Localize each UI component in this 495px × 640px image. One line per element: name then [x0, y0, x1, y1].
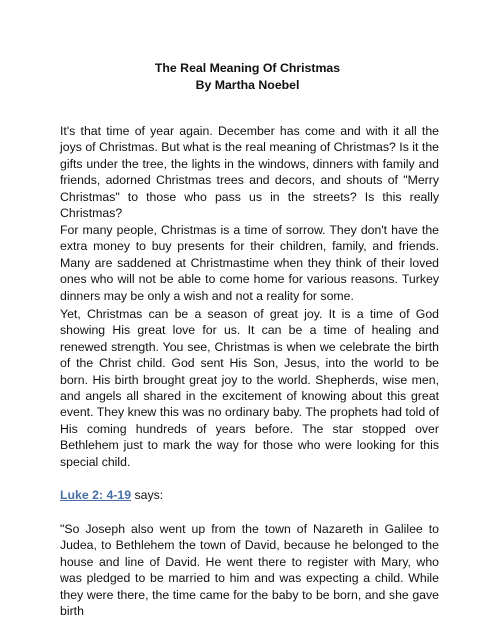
- scripture-reference-line: [60, 487, 163, 503]
- scripture-link[interactable]: Luke 2: 4-19: [60, 488, 132, 502]
- document-title: The Real Meaning Of Christmas: [154, 61, 341, 75]
- scripture-says: says:: [131, 488, 164, 502]
- scripture-quote: "So Joseph also went up from the town of Nazareth in Galilee to Judea, to Bethlehem the town of David, because he belonged to the house and line of David. He went there to register with Mary, who was pledged to be married to him and was expecting a child. While they were there, the time came for the baby to be born, and she gave birth: [60, 522, 439, 619]
- paragraph-intro: It's that time of year again. December has come and with it all the joys of Christmas. But what is the real meaning of Christmas? Is it the gifts under the tree, the lights in the windows, dinners with family and friends, adorned Christmas trees and decors, and shouts of "Merry Christmas" to those who pass us in the streets? Is this really Christmas?: [60, 124, 439, 221]
- paragraph-joy: Yet, Christmas can be a season of great joy. It is a time of God showing His great love for us. It can be a time of healing and renewed strength. You see, Christmas is when we celebrate the birth of the Christ child. God sent His Son, Jesus, into the world to be born. His birth brought great joy to the world. Shepherds, wise men, and angels all shared in the excitement of knowing about this great event. They knew this was no ordinary baby. The prophets had told of His coming hundreds of years before. The star stopped over Bethlehem just to mark the way for those who were looking for this special child.: [60, 307, 439, 469]
- document-byline: By Martha Noebel: [195, 78, 300, 92]
- title-block: [0, 60, 495, 94]
- paragraph-sorrow: For many people, Christmas is a time of sorrow. They don't have the extra money to buy presents for their children, family, and friends. Many are saddened at Christmastime when they think of their loved ones who will not be able to come home for various reasons. Turkey dinners may be only a wish and not a reality for some.: [60, 223, 439, 303]
